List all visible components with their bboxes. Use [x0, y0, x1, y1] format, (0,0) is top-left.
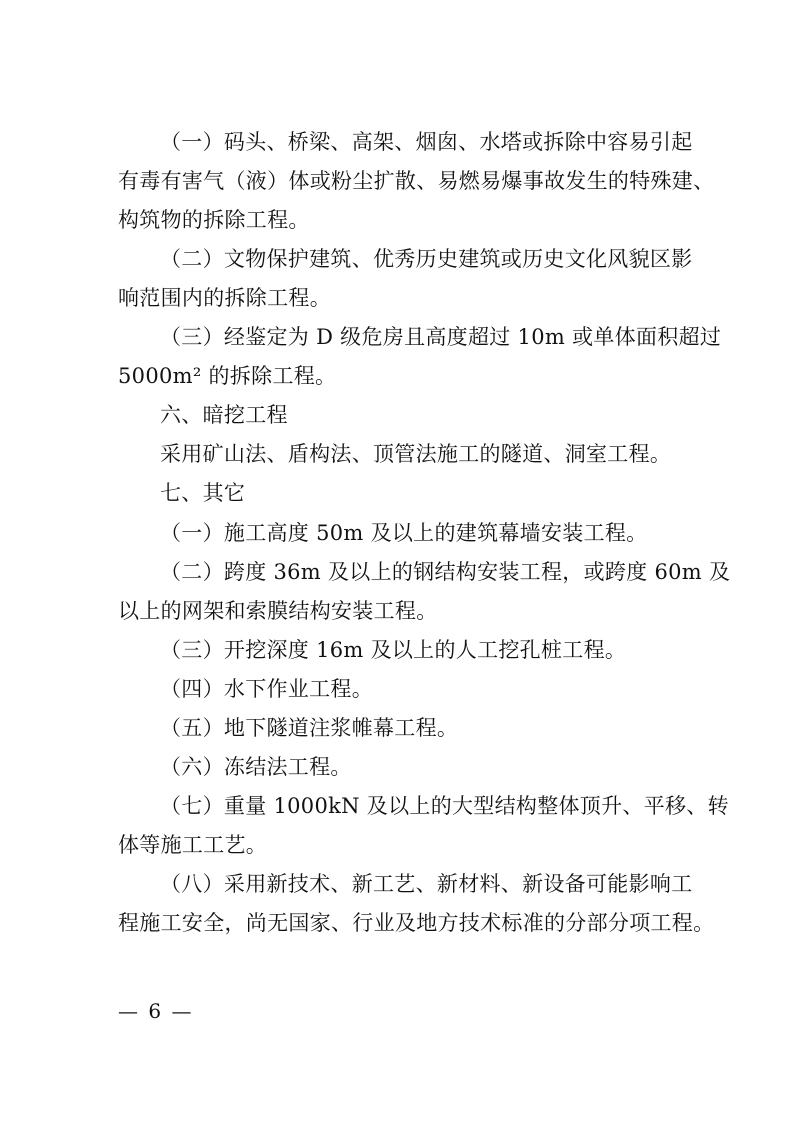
- text-line: （四）水下作业工程。: [160, 677, 373, 701]
- text-line: （一）施工高度 50m 及以上的建筑幕墙安装工程。: [160, 521, 648, 545]
- text-line: 采用矿山法、盾构法、顶管法施工的隧道、洞室工程。: [160, 442, 672, 466]
- text-line: 体等施工工艺。: [118, 833, 268, 857]
- text-line: （二）跨度 36m 及以上的钢结构安装工程，或跨度 60m 及: [160, 560, 731, 584]
- section-heading: 七、其它: [160, 481, 246, 505]
- text-line: 程施工安全，尚无国家、行业及地方技术标准的分部分项工程。: [118, 911, 715, 935]
- text-line: （二）文物保护建筑、优秀历史建筑或历史文化风貌区影: [160, 247, 693, 271]
- text-line: （三）开挖深度 16m 及以上的人工挖孔桩工程。: [160, 638, 627, 662]
- text-line: 有毒有害气（液）体或粉尘扩散、易燃易爆事故发生的特殊建、: [118, 169, 715, 193]
- text-line: （六）冻结法工程。: [160, 755, 352, 779]
- text-line: （八）采用新技术、新工艺、新材料、新设备可能影响工: [160, 872, 693, 896]
- text-line: 以上的网架和索膜结构安装工程。: [118, 599, 438, 623]
- page-number: — 6 —: [118, 999, 194, 1023]
- text-line: （一）码头、桥梁、高架、烟囱、水塔或拆除中容易引起: [160, 130, 693, 154]
- text-line: 响范围内的拆除工程。: [118, 286, 331, 310]
- text-line: （五）地下隧道注浆帷幕工程。: [160, 716, 459, 740]
- text-line: 构筑物的拆除工程。: [118, 208, 310, 232]
- text-line: （三）经鉴定为 D 级危房且高度超过 10m 或单体面积超过: [160, 325, 722, 349]
- section-heading: 六、暗挖工程: [160, 403, 288, 427]
- text-line: （七）重量 1000kN 及以上的大型结构整体顶升、平移、转: [160, 794, 729, 818]
- text-line: 5000m² 的拆除工程。: [118, 364, 337, 388]
